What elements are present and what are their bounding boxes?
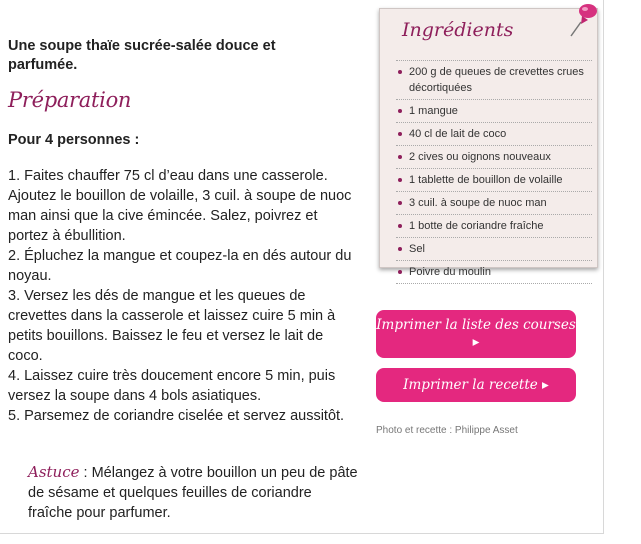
ingredients-title: Ingrédients	[402, 19, 514, 41]
print-recipe-button[interactable]: Imprimer la recette ▸	[376, 368, 576, 402]
servings-label: Pour 4 personnes :	[8, 132, 140, 148]
bullet-icon	[398, 70, 402, 74]
print-shopping-list-button[interactable]: Imprimer la liste des courses ▸	[376, 310, 576, 358]
photo-credit: Photo et recette : Philippe Asset	[376, 425, 518, 436]
bullet-icon	[398, 132, 402, 136]
bullet-icon	[398, 247, 402, 251]
list-item: 1 mangue	[396, 99, 592, 122]
list-item: Sel	[396, 237, 592, 260]
step-1: 1. Faites chauffer 75 cl d’eau dans une casserole. Ajoutez le bouillon de volaille, 3 cuil. à soupe de nuoc man ainsi que la cive émincée. Salez, poivrez et portez à ébullition.	[8, 168, 352, 244]
list-item: Poivre du moulin	[396, 260, 592, 284]
list-item: 200 g de queues de crevettes crues décortiquées	[396, 60, 592, 99]
step-5: 5. Parsemez de coriandre ciselée et servez aussitôt.	[8, 408, 345, 424]
step-4: 4. Laissez cuire très doucement encore 5 min, puis versez la soupe dans 4 bols asiatiques.	[8, 368, 336, 404]
tip-label: Astuce	[28, 463, 80, 481]
bullet-icon	[398, 155, 402, 159]
bullet-icon	[398, 109, 402, 113]
recipe-intro: Une soupe thaïe sucrée-salée douce et parfumée.	[8, 38, 276, 73]
step-3: 3. Versez les dés de mangue et les queues de crevettes dans la casserole et laissez cuire 5 min à petits bouillons. Baissez le feu et versez le lait de coco.	[8, 288, 336, 364]
list-item: 1 botte de coriandre fraîche	[396, 214, 592, 237]
pushpin-icon	[568, 2, 600, 42]
preparation-heading: Préparation	[8, 88, 132, 112]
bullet-icon	[398, 201, 402, 205]
ingredients-list	[396, 60, 592, 284]
tip	[28, 462, 358, 523]
ingredients-card	[379, 8, 598, 278]
list-item: 3 cuil. à soupe de nuoc man	[396, 191, 592, 214]
bullet-icon	[398, 178, 402, 182]
preparation-steps	[8, 166, 358, 426]
bullet-icon	[398, 270, 402, 274]
step-2: 2. Épluchez la mangue et coupez-la en dés autour du noyau.	[8, 248, 352, 284]
bullet-icon	[398, 224, 402, 228]
tip-text: : Mélangez à votre bouillon un peu de pâte de sésame et quelques feuilles de coriandre fraîche pour parfumer.	[28, 465, 358, 521]
list-item: 40 cl de lait de coco	[396, 122, 592, 145]
list-item: 2 cives ou oignons nouveaux	[396, 145, 592, 168]
list-item: 1 tablette de bouillon de volaille	[396, 168, 592, 191]
